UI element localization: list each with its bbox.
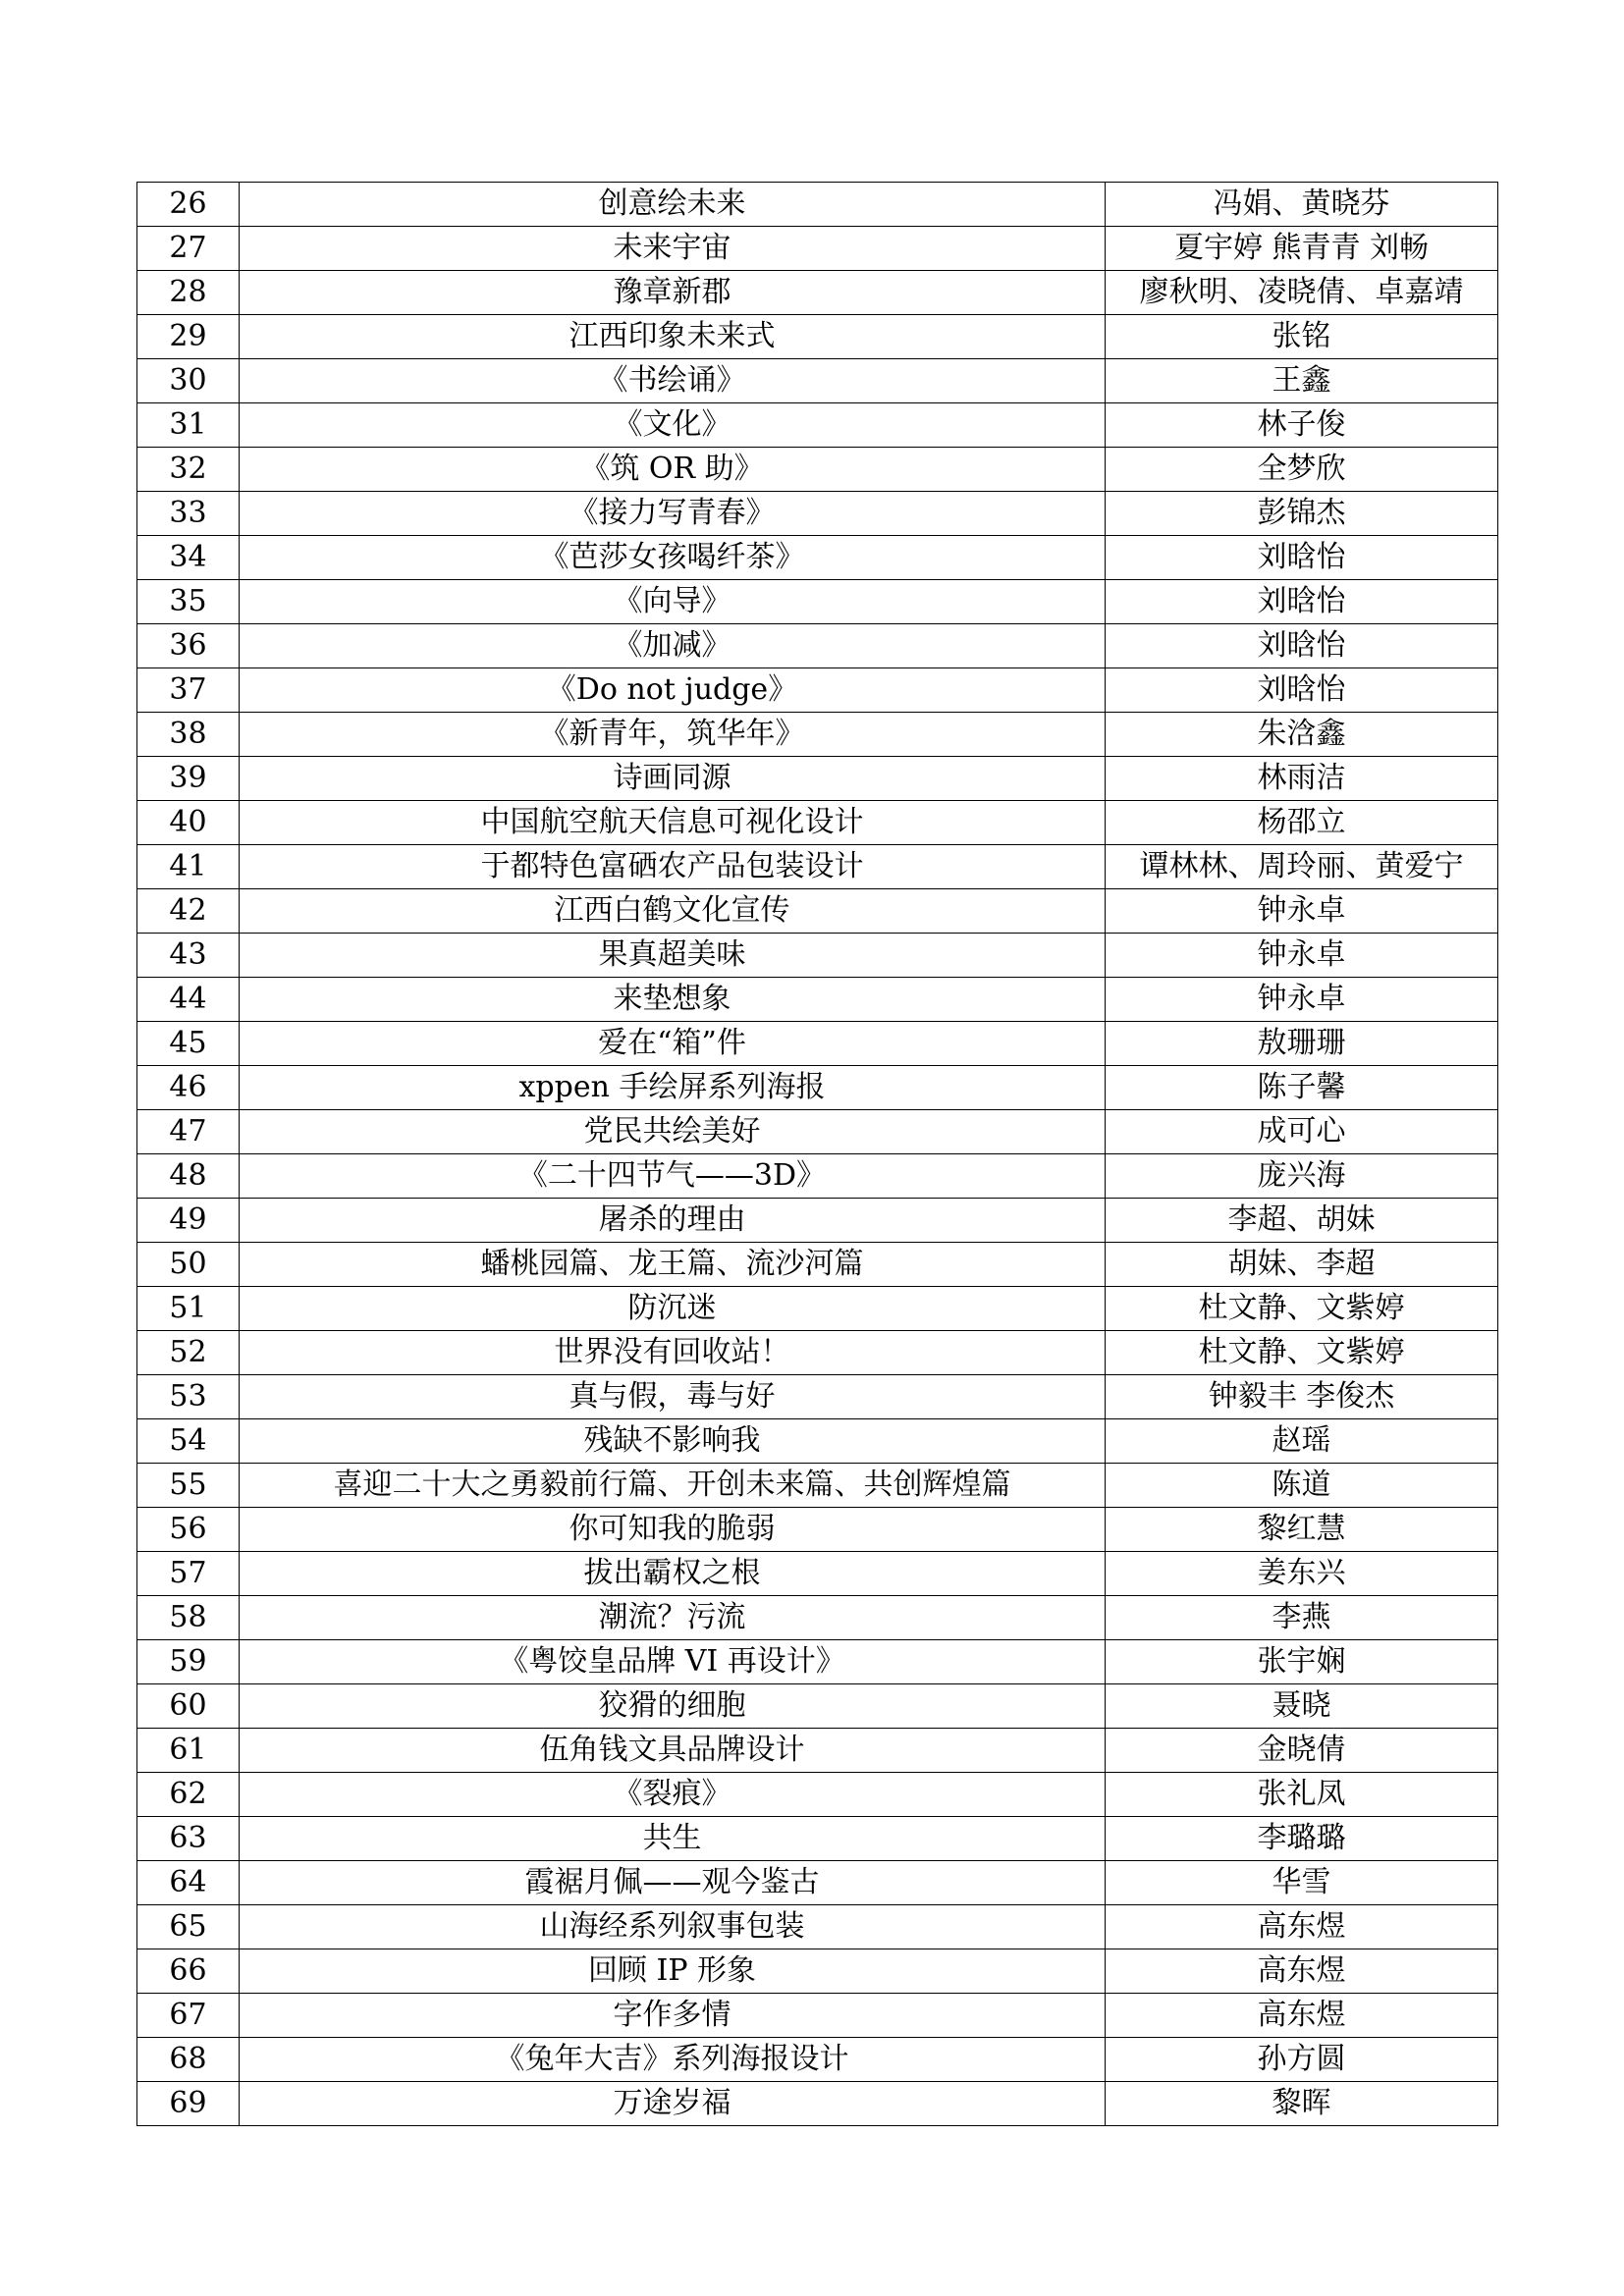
work-title-cell: 果真超美味 bbox=[240, 934, 1106, 978]
work-title-cell: 江西白鹤文化宣传 bbox=[240, 889, 1106, 934]
table-row bbox=[137, 492, 1498, 536]
work-title-cell: 喜迎二十大之勇毅前行篇、开创未来篇、共创辉煌篇 bbox=[240, 1464, 1106, 1508]
row-number-cell: 49 bbox=[137, 1199, 240, 1243]
work-title-cell: 拔出霸权之根 bbox=[240, 1552, 1106, 1596]
author-cell: 李璐璐 bbox=[1106, 1817, 1498, 1861]
work-title-cell: 屠杀的理由 bbox=[240, 1199, 1106, 1243]
author-cell: 黎红慧 bbox=[1106, 1508, 1498, 1552]
row-number-cell: 62 bbox=[137, 1773, 240, 1817]
awards-table bbox=[136, 182, 1498, 2126]
author-cell: 张铭 bbox=[1106, 315, 1498, 359]
author-cell: 钟永卓 bbox=[1106, 978, 1498, 1022]
table-row bbox=[137, 1331, 1498, 1375]
row-number-cell: 41 bbox=[137, 845, 240, 889]
row-number-cell: 53 bbox=[137, 1375, 240, 1419]
work-title-cell: 《加减》 bbox=[240, 624, 1106, 668]
row-number-cell: 44 bbox=[137, 978, 240, 1022]
author-cell: 庞兴海 bbox=[1106, 1154, 1498, 1199]
table-row bbox=[137, 1375, 1498, 1419]
table-row bbox=[137, 1464, 1498, 1508]
row-number-cell: 66 bbox=[137, 1949, 240, 1994]
row-number-cell: 39 bbox=[137, 757, 240, 801]
table-row bbox=[137, 1994, 1498, 2038]
work-title-cell: 共生 bbox=[240, 1817, 1106, 1861]
work-title-cell: 你可知我的脆弱 bbox=[240, 1508, 1106, 1552]
table-row bbox=[137, 536, 1498, 580]
row-number-cell: 69 bbox=[137, 2082, 240, 2126]
table-row bbox=[137, 580, 1498, 624]
work-title-cell: 江西印象未来式 bbox=[240, 315, 1106, 359]
author-cell: 彭锦杰 bbox=[1106, 492, 1498, 536]
row-number-cell: 38 bbox=[137, 713, 240, 757]
work-title-cell: 《书绘诵》 bbox=[240, 359, 1106, 403]
row-number-cell: 28 bbox=[137, 271, 240, 315]
work-title-cell: 《裂痕》 bbox=[240, 1773, 1106, 1817]
table-row bbox=[137, 1552, 1498, 1596]
table-row bbox=[137, 889, 1498, 934]
work-title-cell: 未来宇宙 bbox=[240, 227, 1106, 271]
work-title-cell: 防沉迷 bbox=[240, 1287, 1106, 1331]
table-row bbox=[137, 1066, 1498, 1110]
row-number-cell: 43 bbox=[137, 934, 240, 978]
author-cell: 杨邵立 bbox=[1106, 801, 1498, 845]
author-cell: 成可心 bbox=[1106, 1110, 1498, 1154]
row-number-cell: 34 bbox=[137, 536, 240, 580]
table-row bbox=[137, 1861, 1498, 1905]
work-title-cell: 爱在“箱”件 bbox=[240, 1022, 1106, 1066]
row-number-cell: 61 bbox=[137, 1729, 240, 1773]
work-title-cell: 创意绘未来 bbox=[240, 183, 1106, 227]
table-row bbox=[137, 448, 1498, 492]
table-row bbox=[137, 1640, 1498, 1684]
awards-table-body bbox=[137, 183, 1498, 2126]
table-row bbox=[137, 1287, 1498, 1331]
work-title-cell: 《新青年，筑华年》 bbox=[240, 713, 1106, 757]
table-row bbox=[137, 1905, 1498, 1949]
row-number-cell: 33 bbox=[137, 492, 240, 536]
table-row bbox=[137, 2038, 1498, 2082]
author-cell: 刘晗怡 bbox=[1106, 624, 1498, 668]
work-title-cell: 诗画同源 bbox=[240, 757, 1106, 801]
author-cell: 姜东兴 bbox=[1106, 1552, 1498, 1596]
author-cell: 高东煜 bbox=[1106, 1994, 1498, 2038]
work-title-cell: 《文化》 bbox=[240, 403, 1106, 448]
table-row bbox=[137, 271, 1498, 315]
table-row bbox=[137, 403, 1498, 448]
author-cell: 敖珊珊 bbox=[1106, 1022, 1498, 1066]
work-title-cell: 《芭莎女孩喝纤茶》 bbox=[240, 536, 1106, 580]
author-cell: 刘晗怡 bbox=[1106, 668, 1498, 713]
author-cell: 刘晗怡 bbox=[1106, 536, 1498, 580]
work-title-cell: xppen 手绘屏系列海报 bbox=[240, 1066, 1106, 1110]
author-cell: 钟毅丰 李俊杰 bbox=[1106, 1375, 1498, 1419]
table-row bbox=[137, 1243, 1498, 1287]
row-number-cell: 48 bbox=[137, 1154, 240, 1199]
table-row bbox=[137, 757, 1498, 801]
row-number-cell: 58 bbox=[137, 1596, 240, 1640]
author-cell: 杜文静、文紫婷 bbox=[1106, 1287, 1498, 1331]
table-row bbox=[137, 978, 1498, 1022]
row-number-cell: 27 bbox=[137, 227, 240, 271]
work-title-cell: 蟠桃园篇、龙王篇、流沙河篇 bbox=[240, 1243, 1106, 1287]
row-number-cell: 35 bbox=[137, 580, 240, 624]
work-title-cell: 《向导》 bbox=[240, 580, 1106, 624]
row-number-cell: 36 bbox=[137, 624, 240, 668]
row-number-cell: 50 bbox=[137, 1243, 240, 1287]
table-row bbox=[137, 934, 1498, 978]
table-row bbox=[137, 1596, 1498, 1640]
table-row bbox=[137, 1110, 1498, 1154]
row-number-cell: 37 bbox=[137, 668, 240, 713]
author-cell: 陈道 bbox=[1106, 1464, 1498, 1508]
row-number-cell: 31 bbox=[137, 403, 240, 448]
work-title-cell: 《粤饺皇品牌 VI 再设计》 bbox=[240, 1640, 1106, 1684]
table-row bbox=[137, 227, 1498, 271]
author-cell: 聂晓 bbox=[1106, 1684, 1498, 1729]
work-title-cell: 于都特色富硒农产品包装设计 bbox=[240, 845, 1106, 889]
author-cell: 钟永卓 bbox=[1106, 889, 1498, 934]
work-title-cell: 来垫想象 bbox=[240, 978, 1106, 1022]
author-cell: 夏宇婷 熊青青 刘畅 bbox=[1106, 227, 1498, 271]
author-cell: 朱浛鑫 bbox=[1106, 713, 1498, 757]
work-title-cell: 中国航空航天信息可视化设计 bbox=[240, 801, 1106, 845]
row-number-cell: 26 bbox=[137, 183, 240, 227]
author-cell: 黎晖 bbox=[1106, 2082, 1498, 2126]
row-number-cell: 54 bbox=[137, 1419, 240, 1464]
row-number-cell: 67 bbox=[137, 1994, 240, 2038]
author-cell: 谭林林、周玲丽、黄爱宁 bbox=[1106, 845, 1498, 889]
work-title-cell: 《筑 OR 助》 bbox=[240, 448, 1106, 492]
table-row bbox=[137, 845, 1498, 889]
author-cell: 杜文静、文紫婷 bbox=[1106, 1331, 1498, 1375]
table-row bbox=[137, 624, 1498, 668]
table-row bbox=[137, 1199, 1498, 1243]
table-row bbox=[137, 1022, 1498, 1066]
row-number-cell: 51 bbox=[137, 1287, 240, 1331]
author-cell: 高东煜 bbox=[1106, 1905, 1498, 1949]
author-cell: 张宇娴 bbox=[1106, 1640, 1498, 1684]
author-cell: 李超、胡妹 bbox=[1106, 1199, 1498, 1243]
table-row bbox=[137, 713, 1498, 757]
work-title-cell: 真与假，毒与好 bbox=[240, 1375, 1106, 1419]
author-cell: 冯娟、黄晓芬 bbox=[1106, 183, 1498, 227]
author-cell: 林雨洁 bbox=[1106, 757, 1498, 801]
table-row bbox=[137, 1729, 1498, 1773]
work-title-cell: 《接力写青春》 bbox=[240, 492, 1106, 536]
work-title-cell: 世界没有回收站！ bbox=[240, 1331, 1106, 1375]
row-number-cell: 45 bbox=[137, 1022, 240, 1066]
work-title-cell: 狡猾的细胞 bbox=[240, 1684, 1106, 1729]
author-cell: 王鑫 bbox=[1106, 359, 1498, 403]
author-cell: 华雪 bbox=[1106, 1861, 1498, 1905]
work-title-cell: 潮流？污流 bbox=[240, 1596, 1106, 1640]
author-cell: 全梦欣 bbox=[1106, 448, 1498, 492]
row-number-cell: 55 bbox=[137, 1464, 240, 1508]
table-row bbox=[137, 1817, 1498, 1861]
table-row bbox=[137, 1508, 1498, 1552]
work-title-cell: 字作多情 bbox=[240, 1994, 1106, 2038]
work-title-cell: 《兔年大吉》系列海报设计 bbox=[240, 2038, 1106, 2082]
row-number-cell: 60 bbox=[137, 1684, 240, 1729]
row-number-cell: 57 bbox=[137, 1552, 240, 1596]
table-row bbox=[137, 1419, 1498, 1464]
author-cell: 李燕 bbox=[1106, 1596, 1498, 1640]
author-cell: 赵瑶 bbox=[1106, 1419, 1498, 1464]
work-title-cell: 万途岁福 bbox=[240, 2082, 1106, 2126]
table-row bbox=[137, 801, 1498, 845]
table-row bbox=[137, 1154, 1498, 1199]
work-title-cell: 《Do not judge》 bbox=[240, 668, 1106, 713]
row-number-cell: 59 bbox=[137, 1640, 240, 1684]
author-cell: 高东煜 bbox=[1106, 1949, 1498, 1994]
work-title-cell: 残缺不影响我 bbox=[240, 1419, 1106, 1464]
row-number-cell: 32 bbox=[137, 448, 240, 492]
table-row bbox=[137, 668, 1498, 713]
row-number-cell: 47 bbox=[137, 1110, 240, 1154]
row-number-cell: 42 bbox=[137, 889, 240, 934]
author-cell: 刘晗怡 bbox=[1106, 580, 1498, 624]
row-number-cell: 40 bbox=[137, 801, 240, 845]
row-number-cell: 63 bbox=[137, 1817, 240, 1861]
author-cell: 廖秋明、凌晓倩、卓嘉靖 bbox=[1106, 271, 1498, 315]
row-number-cell: 52 bbox=[137, 1331, 240, 1375]
row-number-cell: 30 bbox=[137, 359, 240, 403]
row-number-cell: 64 bbox=[137, 1861, 240, 1905]
table-row bbox=[137, 2082, 1498, 2126]
row-number-cell: 56 bbox=[137, 1508, 240, 1552]
row-number-cell: 46 bbox=[137, 1066, 240, 1110]
table-row bbox=[137, 359, 1498, 403]
work-title-cell: 党民共绘美好 bbox=[240, 1110, 1106, 1154]
row-number-cell: 68 bbox=[137, 2038, 240, 2082]
author-cell: 林子俊 bbox=[1106, 403, 1498, 448]
row-number-cell: 65 bbox=[137, 1905, 240, 1949]
work-title-cell: 回顾 IP 形象 bbox=[240, 1949, 1106, 1994]
author-cell: 钟永卓 bbox=[1106, 934, 1498, 978]
table-row bbox=[137, 315, 1498, 359]
table-row bbox=[137, 1684, 1498, 1729]
table-row bbox=[137, 1949, 1498, 1994]
author-cell: 张礼凤 bbox=[1106, 1773, 1498, 1817]
table-row bbox=[137, 1773, 1498, 1817]
author-cell: 孙方圆 bbox=[1106, 2038, 1498, 2082]
work-title-cell: 霞裾月佩——观今鉴古 bbox=[240, 1861, 1106, 1905]
work-title-cell: 豫章新郡 bbox=[240, 271, 1106, 315]
author-cell: 陈子馨 bbox=[1106, 1066, 1498, 1110]
work-title-cell: 山海经系列叙事包装 bbox=[240, 1905, 1106, 1949]
work-title-cell: 伍角钱文具品牌设计 bbox=[240, 1729, 1106, 1773]
author-cell: 金晓倩 bbox=[1106, 1729, 1498, 1773]
table-row bbox=[137, 183, 1498, 227]
row-number-cell: 29 bbox=[137, 315, 240, 359]
author-cell: 胡妹、李超 bbox=[1106, 1243, 1498, 1287]
work-title-cell: 《二十四节气——3D》 bbox=[240, 1154, 1106, 1199]
